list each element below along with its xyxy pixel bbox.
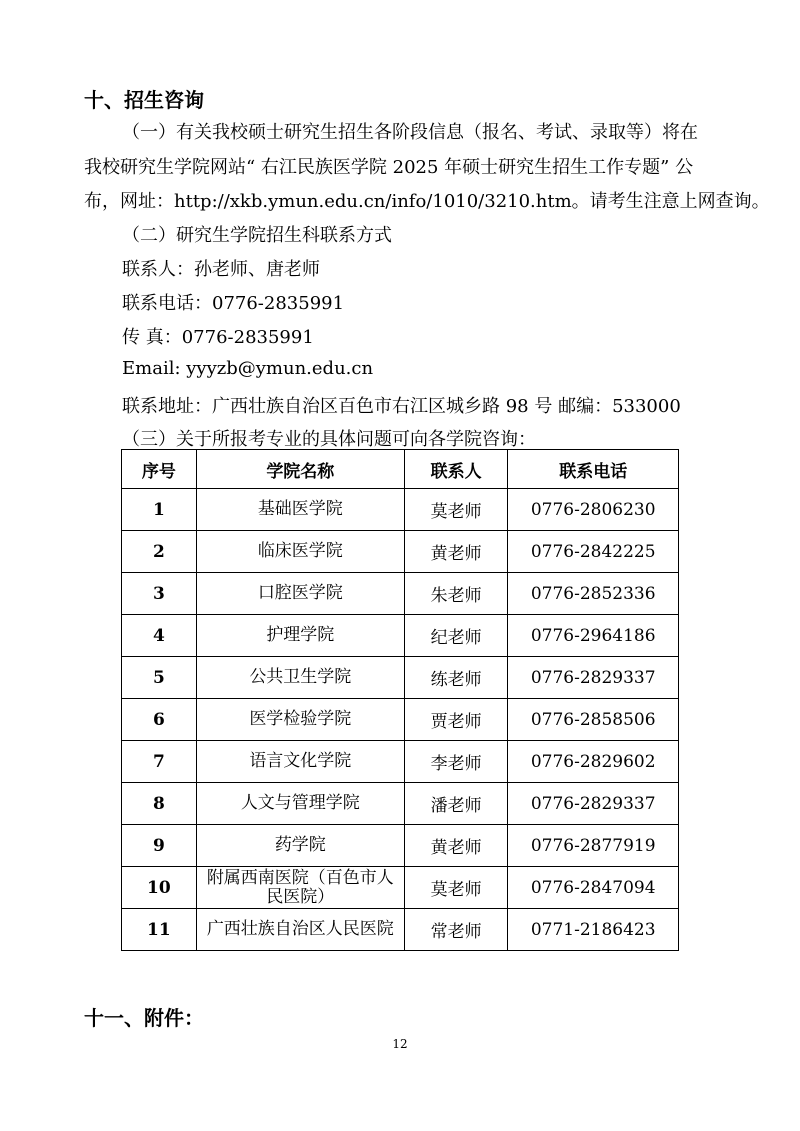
paragraph-2-title: （二）研究生学院招生科联系方式 [122,225,392,246]
table-row [122,699,679,741]
page-number: 12 [392,1037,408,1051]
contact-phone-number: 0776-2842225 [508,531,679,573]
section-11-heading: 十一、附件： [84,1006,204,1030]
contact-person-name: 黄老师 [404,825,508,867]
table-header-row [122,450,679,489]
section-10-heading: 十、招生咨询 [84,88,204,112]
table-row [122,573,679,615]
contact-person-name: 朱老师 [404,573,508,615]
college-name: 护理学院 [196,615,404,657]
college-contacts-table [121,449,679,951]
contact-phone-number: 0771-2186423 [508,909,679,951]
paragraph-1-line-1: （一）有关我校硕士研究生招生各阶段信息（报名、考试、录取等）将在 [122,122,698,143]
header-no: 序号 [122,450,197,489]
college-name: 基础医学院 [196,489,404,531]
paragraph-3-title: （三）关于所报考专业的具体问题可向各学院咨询： [122,429,536,450]
table-row [122,657,679,699]
row-number: 9 [122,825,197,867]
college-name: 临床医学院 [196,531,404,573]
table-body [122,489,679,951]
row-number: 1 [122,489,197,531]
row-number: 4 [122,615,197,657]
fax: 传 真：0776-2835991 [122,327,314,348]
contact-phone-number: 0776-2877919 [508,825,679,867]
header-college: 学院名称 [196,450,404,489]
contact-person-name: 莫老师 [404,867,508,909]
contact-phone-number: 0776-2964186 [508,615,679,657]
contact-person-name: 纪老师 [404,615,508,657]
paragraph-1-line-3: 布，网址：http://xkb.ymun.edu.cn/info/1010/3210.htm。请考生注意上网查询。 [84,191,770,212]
table-row [122,909,679,951]
table-row [122,741,679,783]
college-name: 语言文化学院 [196,741,404,783]
table-row [122,825,679,867]
row-number: 7 [122,741,197,783]
contact-person-name: 潘老师 [404,783,508,825]
contact-phone-number: 0776-2829337 [508,783,679,825]
row-number: 6 [122,699,197,741]
row-number: 2 [122,531,197,573]
college-name: 医学检验学院 [196,699,404,741]
row-number: 8 [122,783,197,825]
college-name: 附属西南医院（百色市人民医院） [196,867,404,909]
address: 联系地址：广西壮族自治区百色市右江区城乡路 98 号 邮编：533000 [122,396,681,417]
row-number: 3 [122,573,197,615]
table-row [122,867,679,909]
college-name: 人文与管理学院 [196,783,404,825]
contact-phone: 联系电话：0776-2835991 [122,293,345,314]
header-person: 联系人 [404,450,508,489]
row-number: 11 [122,909,197,951]
contact-phone-number: 0776-2847094 [508,867,679,909]
contact-person-name: 练老师 [404,657,508,699]
contact-phone-number: 0776-2829337 [508,657,679,699]
contact-person-name: 李老师 [404,741,508,783]
row-number: 5 [122,657,197,699]
contact-person: 联系人：孙老师、唐老师 [122,259,320,280]
college-name: 广西壮族自治区人民医院 [196,909,404,951]
contact-person-name: 黄老师 [404,531,508,573]
contact-person-name: 莫老师 [404,489,508,531]
college-name: 公共卫生学院 [196,657,404,699]
header-phone: 联系电话 [508,450,679,489]
college-name: 口腔医学院 [196,573,404,615]
table-row [122,489,679,531]
table-row [122,783,679,825]
contact-phone-number: 0776-2829602 [508,741,679,783]
contact-person-name: 贾老师 [404,699,508,741]
contact-person-name: 常老师 [404,909,508,951]
table-row [122,615,679,657]
college-name: 药学院 [196,825,404,867]
email: Email: yyyzb@ymun.edu.cn [122,358,374,379]
paragraph-1-line-2: 我校研究生学院网站“ 右江民族医学院 2025 年硕士研究生招生工作专题” 公 [84,157,694,178]
row-number: 10 [122,867,197,909]
table-row [122,531,679,573]
contact-phone-number: 0776-2806230 [508,489,679,531]
contact-phone-number: 0776-2852336 [508,573,679,615]
contact-phone-number: 0776-2858506 [508,699,679,741]
